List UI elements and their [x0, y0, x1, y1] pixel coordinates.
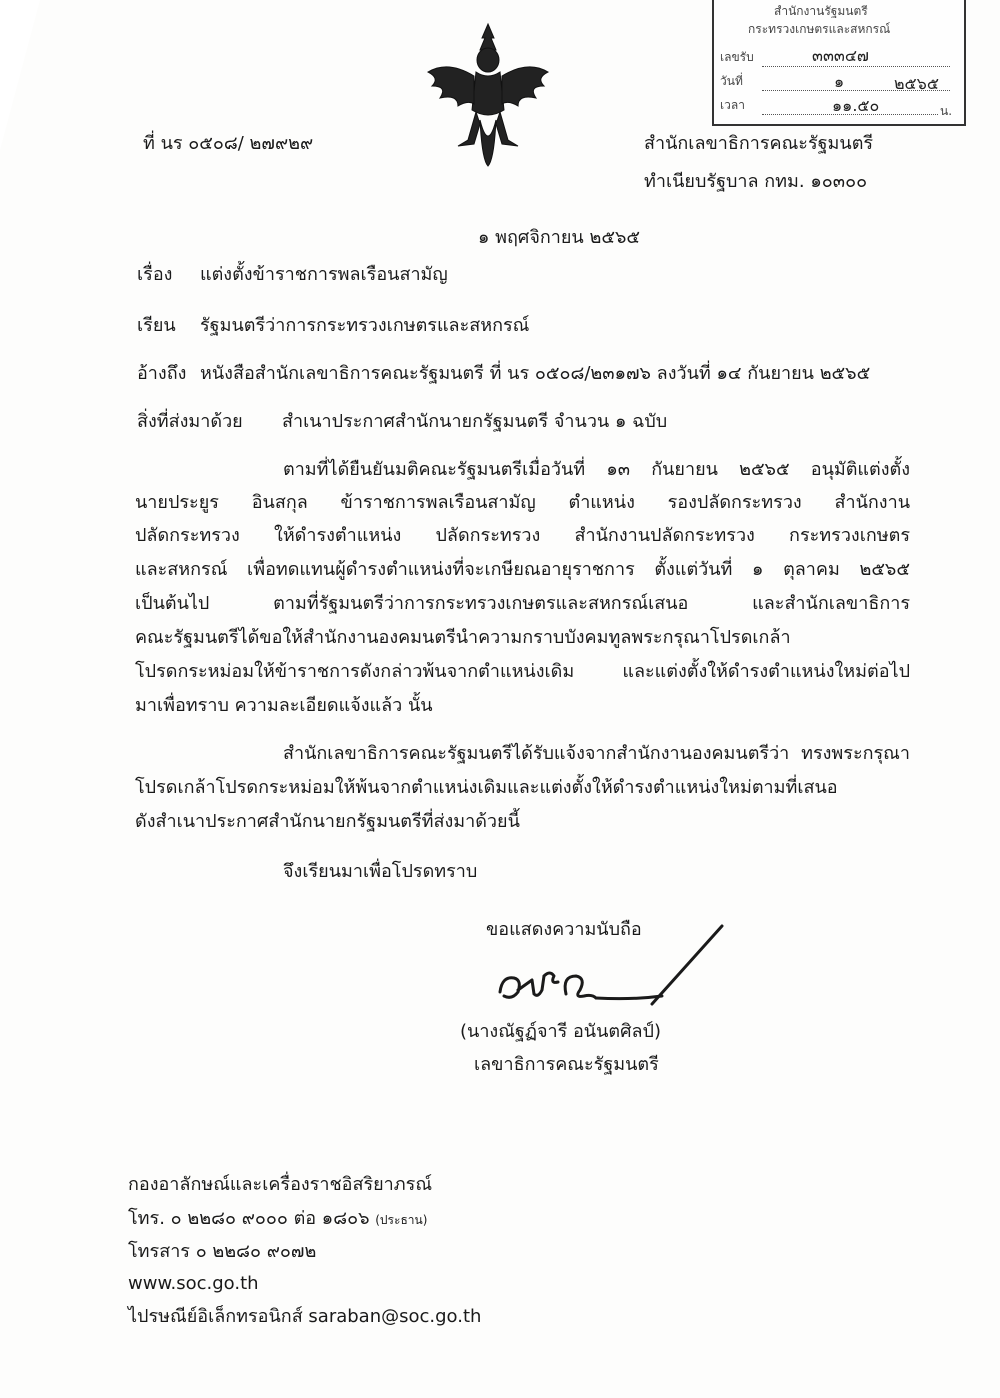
email-address[interactable]: saraban@soc.go.th [308, 1306, 482, 1327]
paragraph-1-line: ตามที่ได้ยืนยันมติคณะรัฐมนตรีเมื่อวันที่ ๑๓ กันยายน ๒๕๖๕ อนุมัติแต่งตั้ง [283, 459, 910, 480]
enclosure-label: สิ่งที่ส่งมาด้วย [137, 411, 243, 432]
footer-email [128, 1305, 481, 1329]
handwritten-signature [492, 920, 732, 1020]
document-number: ที่ นร ๐๕๐๘/ ๒๗๙๒๙ [143, 133, 314, 154]
paragraph-1-line: มาเพื่อทราบ ความละเอียดแจ้งแล้ว นั้น [135, 695, 433, 716]
issuing-office: สำนักเลขาธิการคณะรัฐมนตรี [644, 133, 874, 154]
receipt-stamp [712, 0, 966, 126]
footer-fax [128, 1240, 316, 1264]
stamp-office-line1: สำนักงานรัฐมนตรี [774, 4, 868, 18]
phone-label: โทร. [128, 1208, 165, 1229]
document-date: ๑ พฤศจิกายน ๒๕๖๕ [478, 227, 640, 248]
footer-website[interactable]: www.soc.go.th [128, 1273, 259, 1294]
folded-corner [0, 0, 40, 150]
recipient-label: เรียน [137, 315, 176, 336]
footer-division: กองอาลักษณ์และเครื่องราชอิสริยาภรณ์ [128, 1174, 433, 1195]
stamp-office-line2: กระทรวงเกษตรและสหกรณ์ [748, 22, 891, 36]
paragraph-1-line: และสหกรณ์ เพื่อทดแทนผู้ดำรงตำแหน่งที่จะเกษียณอายุราชการ ตั้งแต่วันที่ ๑ ตุลาคม ๒๕๖๕ [135, 559, 910, 580]
paragraph-1-line: นายประยูร อินสกุล ข้าราชการพลเรือนสามัญ ตำแหน่ง รองปลัดกระทรวง สำนักงาน [135, 492, 910, 513]
stamp-no-value: ๓๓๓๔๗ [812, 46, 869, 65]
subject-label: เรื่อง [137, 264, 173, 285]
phone-note: (ประธาน) [375, 1213, 428, 1227]
reference-text: หนังสือสำนักเลขาธิการคณะรัฐมนตรี ที่ นร ๐๕๐๘/๒๓๑๗๖ ลงวันที่ ๑๔ กันยายน ๒๕๖๕ [200, 363, 871, 384]
recipient-text: รัฐมนตรีว่าการกระทรวงเกษตรและสหกรณ์ [200, 315, 530, 336]
paragraph-1-line: ปลัดกระทรวง ให้ดำรงตำแหน่ง ปลัดกระทรวง สำนักงานปลัดกระทรวง กระทรวงเกษตร [135, 525, 910, 546]
stamp-date-value: ๑ [834, 72, 845, 91]
garuda-emblem-icon [418, 20, 558, 170]
reference-label: อ้างถึง [137, 363, 187, 384]
fax-label: โทรสาร [128, 1241, 190, 1262]
footer-phone [128, 1207, 427, 1232]
stamp-time-label: เวลา [720, 98, 745, 112]
enclosure-text: สำเนาประกาศสำนักนายกรัฐมนตรี จำนวน ๑ ฉบับ [282, 411, 668, 432]
stamp-time-suffix: น. [940, 104, 953, 118]
stamp-date-value-2: ๒๕๖๕ [894, 74, 939, 93]
email-label: ไปรษณีย์อิเล็กทรอนิกส์ [128, 1306, 303, 1327]
signatory-name: (นางณัฐฏ์จารี อนันตศิลป์) [460, 1021, 661, 1042]
phone-number: ๐ ๒๒๘๐ ๙๐๐๐ ต่อ ๑๘๐๖ [170, 1208, 370, 1229]
signatory-position: เลขาธิการคณะรัฐมนตรี [474, 1054, 659, 1075]
paragraph-2-line: ดังสำเนาประกาศสำนักนายกรัฐมนตรีที่ส่งมาด้วยนี้ [135, 811, 520, 832]
paragraph-1-line: โปรดกระหม่อมให้ข้าราชการดังกล่าวพ้นจากตำแหน่งเดิม และแต่งตั้งให้ดำรงตำแหน่งใหม่ต่อไป [135, 661, 910, 682]
paragraph-1-line: คณะรัฐมนตรีได้ขอให้สำนักงานองคมนตรีนำความกราบบังคมทูลพระกรุณาโปรดเกล้า [135, 627, 791, 648]
closing-phrase: ขอแสดงความนับถือ [486, 919, 642, 940]
paragraph-1-line: เป็นต้นไป ตามที่รัฐมนตรีว่าการกระทรวงเกษตรและสหกรณ์เสนอ และสำนักเลขาธิการ [135, 593, 910, 614]
paragraph-2-line: สำนักเลขาธิการคณะรัฐมนตรีได้รับแจ้งจากสำนักงานองคมนตรีว่า ทรงพระกรุณา [283, 743, 910, 764]
subject-text: แต่งตั้งข้าราชการพลเรือนสามัญ [200, 264, 448, 285]
office-address: ทำเนียบรัฐบาล กทม. ๑๐๓๐๐ [644, 171, 868, 192]
closing-request: จึงเรียนมาเพื่อโปรดทราบ [283, 861, 478, 882]
stamp-time-value: ๑๑.๕๐ [832, 96, 880, 115]
paragraph-2-line: โปรดเกล้าโปรดกระหม่อมให้พ้นจากตำแหน่งเดิมและแต่งตั้งให้ดำรงตำแหน่งใหม่ตามที่เสนอ [135, 777, 838, 798]
fax-number: ๐ ๒๒๘๐ ๙๐๗๒ [195, 1241, 317, 1262]
stamp-no-label: เลขรับ [720, 50, 754, 64]
stamp-date-label: วันที่ [720, 74, 743, 88]
